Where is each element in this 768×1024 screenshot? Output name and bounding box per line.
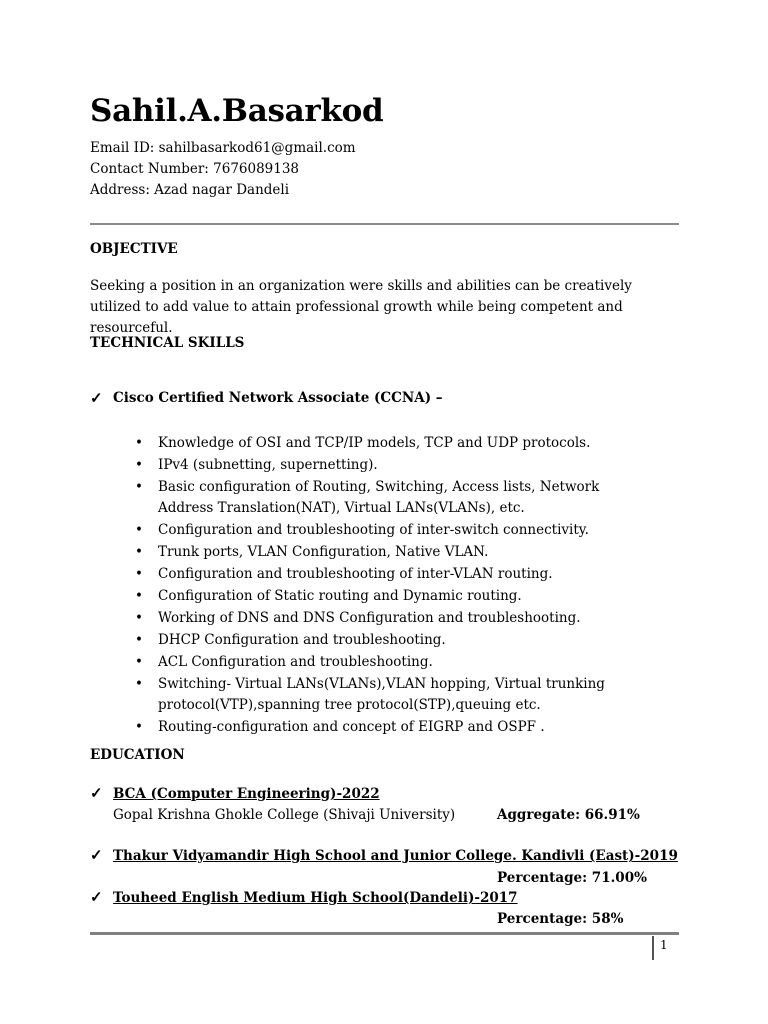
list-item: • DHCP Configuration and troubleshooting. <box>135 630 605 651</box>
objective-text: Seeking a position in an organization were skills and abilities can be creatively utilized to add value to attain professional growth while being competent and resourceful. <box>90 278 632 336</box>
contact-number-line: Contact Number: 7676089138 <box>90 161 300 177</box>
ccna-certification: Cisco Certified Network Associate (CCNA) – <box>113 390 443 406</box>
list-item: • Configuration and troubleshooting of inter-switch connectivity. <box>135 520 605 541</box>
education-institution: Gopal Krishna Ghokle College (Shivaji University) <box>113 807 456 823</box>
education-heading: EDUCATION <box>90 747 185 763</box>
skills-list <box>135 433 605 739</box>
list-item: • Switching- Virtual LANs(VLANs),VLAN hopping, Virtual trunking protocol(VTP),spanning tree protocol(STP),queuing etc. <box>135 674 605 716</box>
objective-heading: OBJECTIVE <box>90 241 178 257</box>
list-item: • Basic configuration of Routing, Switching, Access lists, Network Address Translation(NAT), Virtual LANs(VLANs), etc. <box>135 477 605 519</box>
education-year: -2022 <box>336 786 380 802</box>
list-item: • Configuration and troubleshooting of inter-VLAN routing. <box>135 564 605 585</box>
check-icon: ✓ <box>90 888 103 906</box>
list-item: • Working of DNS and DNS Configuration and troubleshooting. <box>135 608 605 629</box>
education-title: Thakur Vidyamandir High School and Junior College. Kandivli (East)-2019 <box>113 848 678 864</box>
page-number: 1 <box>660 938 668 952</box>
resume-name: Sahil.A.Basarkod <box>90 93 384 129</box>
list-item: • IPv4 (subnetting, supernetting). <box>135 455 605 476</box>
education-score: Aggregate: 66.91% <box>497 807 640 823</box>
education-title: Touheed English Medium High School(Dandeli)-2017 <box>113 890 518 906</box>
list-item: • ACL Configuration and troubleshooting. <box>135 652 605 673</box>
list-item: • Routing-configuration and concept of EIGRP and OSPF . <box>135 717 605 738</box>
page-number-bar <box>652 936 654 960</box>
list-item: • Knowledge of OSI and TCP/IP models, TCP and UDP protocols. <box>135 433 605 454</box>
education-degree: BCA (Computer Engineering) <box>113 786 337 802</box>
list-item: • Trunk ports, VLAN Configuration, Native VLAN. <box>135 542 605 563</box>
technical-skills-heading: TECHNICAL SKILLS <box>90 335 245 351</box>
list-item: • Configuration of Static routing and Dynamic routing. <box>135 586 605 607</box>
header-divider <box>90 223 679 225</box>
check-icon: ✓ <box>90 846 103 864</box>
education-title <box>113 786 380 802</box>
address-line: Address: Azad nagar Dandeli <box>90 182 290 198</box>
education-score: Percentage: 58% <box>497 911 624 927</box>
check-icon: ✓ <box>90 389 103 407</box>
education-score: Percentage: 71.00% <box>497 870 647 886</box>
email-line: Email ID: sahilbasarkod61@gmail.com <box>90 140 356 156</box>
footer-divider <box>90 932 679 935</box>
check-icon: ✓ <box>90 784 103 802</box>
